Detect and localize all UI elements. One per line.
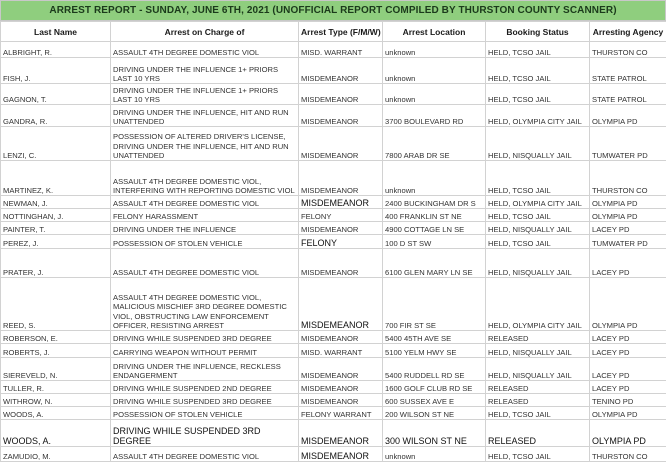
cell-last-name: REED, S. xyxy=(1,278,111,331)
cell-location: 5400 RUDDELL RD SE xyxy=(383,358,486,381)
cell-charge: DRIVING UNDER THE INFLUENCE, RECKLESS ENDANGERMENT xyxy=(111,358,299,381)
cell-location: 3700 BOULEVARD RD xyxy=(383,105,486,127)
cell-location: unknown xyxy=(383,58,486,84)
cell-agency: THURSTON CO xyxy=(590,447,667,462)
cell-location: unknown xyxy=(383,84,486,105)
cell-booking-status: HELD, TCSO JAIL xyxy=(486,58,590,84)
cell-charge: DRIVING WHILE SUSPENDED 2ND DEGREE xyxy=(111,381,299,394)
cell-agency: THURSTON CO xyxy=(590,42,667,58)
cell-location: 400 FRANKLIN ST NE xyxy=(383,209,486,222)
cell-arrest-type: FELONY xyxy=(299,235,383,249)
cell-last-name: PAINTER, T. xyxy=(1,222,111,235)
table-row xyxy=(1,161,667,196)
table-row xyxy=(1,42,667,58)
cell-agency: LACEY PD xyxy=(590,381,667,394)
cell-charge: ASSAULT 4TH DEGREE DOMESTIC VIOL xyxy=(111,447,299,462)
cell-last-name: PRATER, J. xyxy=(1,249,111,278)
cell-last-name: ZAMUDIO, M. xyxy=(1,447,111,462)
table-row xyxy=(1,407,667,420)
column-header-charge: Arrest on Charge of xyxy=(111,22,299,42)
cell-location: 7800 ARAB DR SE xyxy=(383,127,486,161)
cell-charge: POSSESSION OF STOLEN VEHICLE xyxy=(111,407,299,420)
cell-charge: CARRYING WEAPON WITHOUT PERMIT xyxy=(111,344,299,358)
cell-charge: POSSESSION OF ALTERED DRIVER'S LICENSE, DRIVING UNDER THE INFLUENCE, HIT AND RUN UNATTENDED xyxy=(111,127,299,161)
table-row xyxy=(1,209,667,222)
cell-charge: ASSAULT 4TH DEGREE DOMESTIC VIOL xyxy=(111,249,299,278)
cell-location: 300 WILSON ST NE xyxy=(383,420,486,447)
cell-last-name: LENZI, C. xyxy=(1,127,111,161)
cell-charge: DRIVING UNDER THE INFLUENCE 1+ PRIORS LAST 10 YRS xyxy=(111,84,299,105)
cell-charge: ASSAULT 4TH DEGREE DOMESTIC VIOL, MALICIOUS MISCHIEF 3RD DEGREE DOMESTIC VIOL, OBSTRUCTING LAW ENFORCEMENT OFFICER, RESISTING ARREST xyxy=(111,278,299,331)
cell-charge: FELONY HARASSMENT xyxy=(111,209,299,222)
cell-last-name: FISH, J. xyxy=(1,58,111,84)
cell-arrest-type: MISDEMEANOR xyxy=(299,278,383,331)
report-title: ARREST REPORT - SUNDAY, JUNE 6TH, 2021 (UNOFFICIAL REPORT COMPILED BY THURSTON COUNTY SCANNER) xyxy=(0,0,666,21)
cell-charge: DRIVING WHILE SUSPENDED 3RD DEGREE xyxy=(111,420,299,447)
header-row xyxy=(1,22,667,42)
cell-arrest-type: MISDEMEANOR xyxy=(299,447,383,462)
cell-agency: TUMWATER PD xyxy=(590,235,667,249)
table-row xyxy=(1,222,667,235)
cell-arrest-type: MISDEMEANOR xyxy=(299,127,383,161)
cell-arrest-type: MISD. WARRANT xyxy=(299,42,383,58)
cell-agency: LACEY PD xyxy=(590,358,667,381)
cell-agency: OLYMPIA PD xyxy=(590,209,667,222)
table-row xyxy=(1,58,667,84)
cell-last-name: MARTINEZ, K. xyxy=(1,161,111,196)
cell-booking-status: HELD, TCSO JAIL xyxy=(486,407,590,420)
table-row xyxy=(1,394,667,407)
cell-charge: POSSESSION OF STOLEN VEHICLE xyxy=(111,235,299,249)
cell-location: unknown xyxy=(383,447,486,462)
cell-arrest-type: MISDEMEANOR xyxy=(299,84,383,105)
cell-agency: LACEY PD xyxy=(590,222,667,235)
cell-booking-status: HELD, TCSO JAIL xyxy=(486,209,590,222)
cell-agency: LACEY PD xyxy=(590,249,667,278)
cell-last-name: ALBRIGHT, R. xyxy=(1,42,111,58)
cell-location: 1600 GOLF CLUB RD SE xyxy=(383,381,486,394)
cell-arrest-type: MISD. WARRANT xyxy=(299,344,383,358)
cell-charge: ASSAULT 4TH DEGREE DOMESTIC VIOL xyxy=(111,42,299,58)
cell-location: unknown xyxy=(383,42,486,58)
cell-booking-status: HELD, TCSO JAIL xyxy=(486,161,590,196)
cell-charge: DRIVING UNDER THE INFLUENCE 1+ PRIORS LAST 10 YRS xyxy=(111,58,299,84)
cell-booking-status: HELD, NISQUALLY JAIL xyxy=(486,222,590,235)
table-row xyxy=(1,331,667,344)
cell-booking-status: HELD, NISQUALLY JAIL xyxy=(486,344,590,358)
table-row xyxy=(1,84,667,105)
cell-location: unknown xyxy=(383,161,486,196)
cell-charge: ASSAULT 4TH DEGREE DOMESTIC VIOL xyxy=(111,196,299,209)
cell-arrest-type: MISDEMEANOR xyxy=(299,105,383,127)
cell-booking-status: HELD, TCSO JAIL xyxy=(486,84,590,105)
column-header-location: Arrest Location xyxy=(383,22,486,42)
cell-agency: LACEY PD xyxy=(590,344,667,358)
cell-arrest-type: MISDEMEANOR xyxy=(299,161,383,196)
cell-arrest-type: MISDEMEANOR xyxy=(299,222,383,235)
cell-arrest-type: MISDEMEANOR xyxy=(299,381,383,394)
cell-arrest-type: MISDEMEANOR xyxy=(299,394,383,407)
cell-charge: ASSAULT 4TH DEGREE DOMESTIC VIOL, INTERFERING WITH REPORTING DOMESTIC VIOL xyxy=(111,161,299,196)
cell-booking-status: HELD, OLYMPIA CITY JAIL xyxy=(486,278,590,331)
cell-arrest-type: MISDEMEANOR xyxy=(299,420,383,447)
cell-arrest-type: MISDEMEANOR xyxy=(299,249,383,278)
table-row xyxy=(1,358,667,381)
cell-last-name: WITHROW, N. xyxy=(1,394,111,407)
cell-agency: THURSTON CO xyxy=(590,161,667,196)
column-header-arrest-type: Arrest Type (F/M/W) xyxy=(299,22,383,42)
cell-agency: OLYMPIA PD xyxy=(590,420,667,447)
cell-last-name: SIEREVELD, N. xyxy=(1,358,111,381)
cell-charge: DRIVING UNDER THE INFLUENCE xyxy=(111,222,299,235)
cell-last-name: PEREZ, J. xyxy=(1,235,111,249)
cell-booking-status: HELD, OLYMPIA CITY JAIL xyxy=(486,105,590,127)
cell-location: 4900 COTTAGE LN SE xyxy=(383,222,486,235)
cell-location: 100 D ST SW xyxy=(383,235,486,249)
table-row xyxy=(1,278,667,331)
table-row xyxy=(1,127,667,161)
cell-booking-status: HELD, TCSO JAIL xyxy=(486,235,590,249)
cell-booking-status: RELEASED xyxy=(486,394,590,407)
table-row xyxy=(1,344,667,358)
cell-agency: OLYMPIA PD xyxy=(590,407,667,420)
column-header-last-name: Last Name xyxy=(1,22,111,42)
cell-booking-status: HELD, NISQUALLY JAIL xyxy=(486,249,590,278)
cell-booking-status: HELD, TCSO JAIL xyxy=(486,447,590,462)
cell-location: 5400 45TH AVE SE xyxy=(383,331,486,344)
cell-last-name: GAGNON, T. xyxy=(1,84,111,105)
cell-booking-status: HELD, NISQUALLY JAIL xyxy=(486,358,590,381)
cell-arrest-type: MISDEMEANOR xyxy=(299,331,383,344)
cell-location: 6100 GLEN MARY LN SE xyxy=(383,249,486,278)
column-header-agency: Arresting Agency xyxy=(590,22,667,42)
column-header-booking-status: Booking Status xyxy=(486,22,590,42)
table-row xyxy=(1,249,667,278)
cell-agency: TUMWATER PD xyxy=(590,127,667,161)
cell-location: 700 FIR ST SE xyxy=(383,278,486,331)
table-row xyxy=(1,381,667,394)
cell-location: 5100 YELM HWY SE xyxy=(383,344,486,358)
table-row xyxy=(1,196,667,209)
cell-location: 200 WILSON ST NE xyxy=(383,407,486,420)
table-row xyxy=(1,420,667,447)
cell-booking-status: RELEASED xyxy=(486,381,590,394)
cell-last-name: GANDRA, R. xyxy=(1,105,111,127)
cell-charge: DRIVING UNDER THE INFLUENCE, HIT AND RUN UNATTENDED xyxy=(111,105,299,127)
cell-location: 600 SUSSEX AVE E xyxy=(383,394,486,407)
table-row xyxy=(1,447,667,462)
cell-booking-status: RELEASED xyxy=(486,331,590,344)
cell-arrest-type: MISDEMEANOR xyxy=(299,358,383,381)
cell-location: 2400 BUCKINGHAM DR S xyxy=(383,196,486,209)
cell-agency: TENINO PD xyxy=(590,394,667,407)
cell-agency: STATE PATROL xyxy=(590,84,667,105)
cell-booking-status: HELD, OLYMPIA CITY JAIL xyxy=(486,196,590,209)
cell-agency: OLYMPIA PD xyxy=(590,278,667,331)
cell-arrest-type: FELONY WARRANT xyxy=(299,407,383,420)
cell-last-name: ROBERSON, E. xyxy=(1,331,111,344)
cell-booking-status: HELD, TCSO JAIL xyxy=(486,42,590,58)
cell-last-name: WOODS, A. xyxy=(1,407,111,420)
cell-arrest-type: FELONY xyxy=(299,209,383,222)
cell-agency: OLYMPIA PD xyxy=(590,105,667,127)
cell-arrest-type: MISDEMEANOR xyxy=(299,58,383,84)
cell-charge: DRIVING WHILE SUSPENDED 3RD DEGREE xyxy=(111,394,299,407)
cell-agency: LACEY PD xyxy=(590,331,667,344)
cell-last-name: NEWMAN, J. xyxy=(1,196,111,209)
cell-agency: STATE PATROL xyxy=(590,58,667,84)
cell-last-name: WOODS, A. xyxy=(1,420,111,447)
cell-last-name: NOTTINGHAN, J. xyxy=(1,209,111,222)
table-row xyxy=(1,105,667,127)
cell-charge: DRIVING WHILE SUSPENDED 3RD DEGREE xyxy=(111,331,299,344)
cell-booking-status: RELEASED xyxy=(486,420,590,447)
cell-last-name: TULLER, R. xyxy=(1,381,111,394)
cell-agency: OLYMPIA PD xyxy=(590,196,667,209)
cell-arrest-type: MISDEMEANOR xyxy=(299,196,383,209)
cell-last-name: ROBERTS, J. xyxy=(1,344,111,358)
cell-booking-status: HELD, NISQUALLY JAIL xyxy=(486,127,590,161)
table-row xyxy=(1,235,667,249)
arrest-table xyxy=(0,21,666,462)
